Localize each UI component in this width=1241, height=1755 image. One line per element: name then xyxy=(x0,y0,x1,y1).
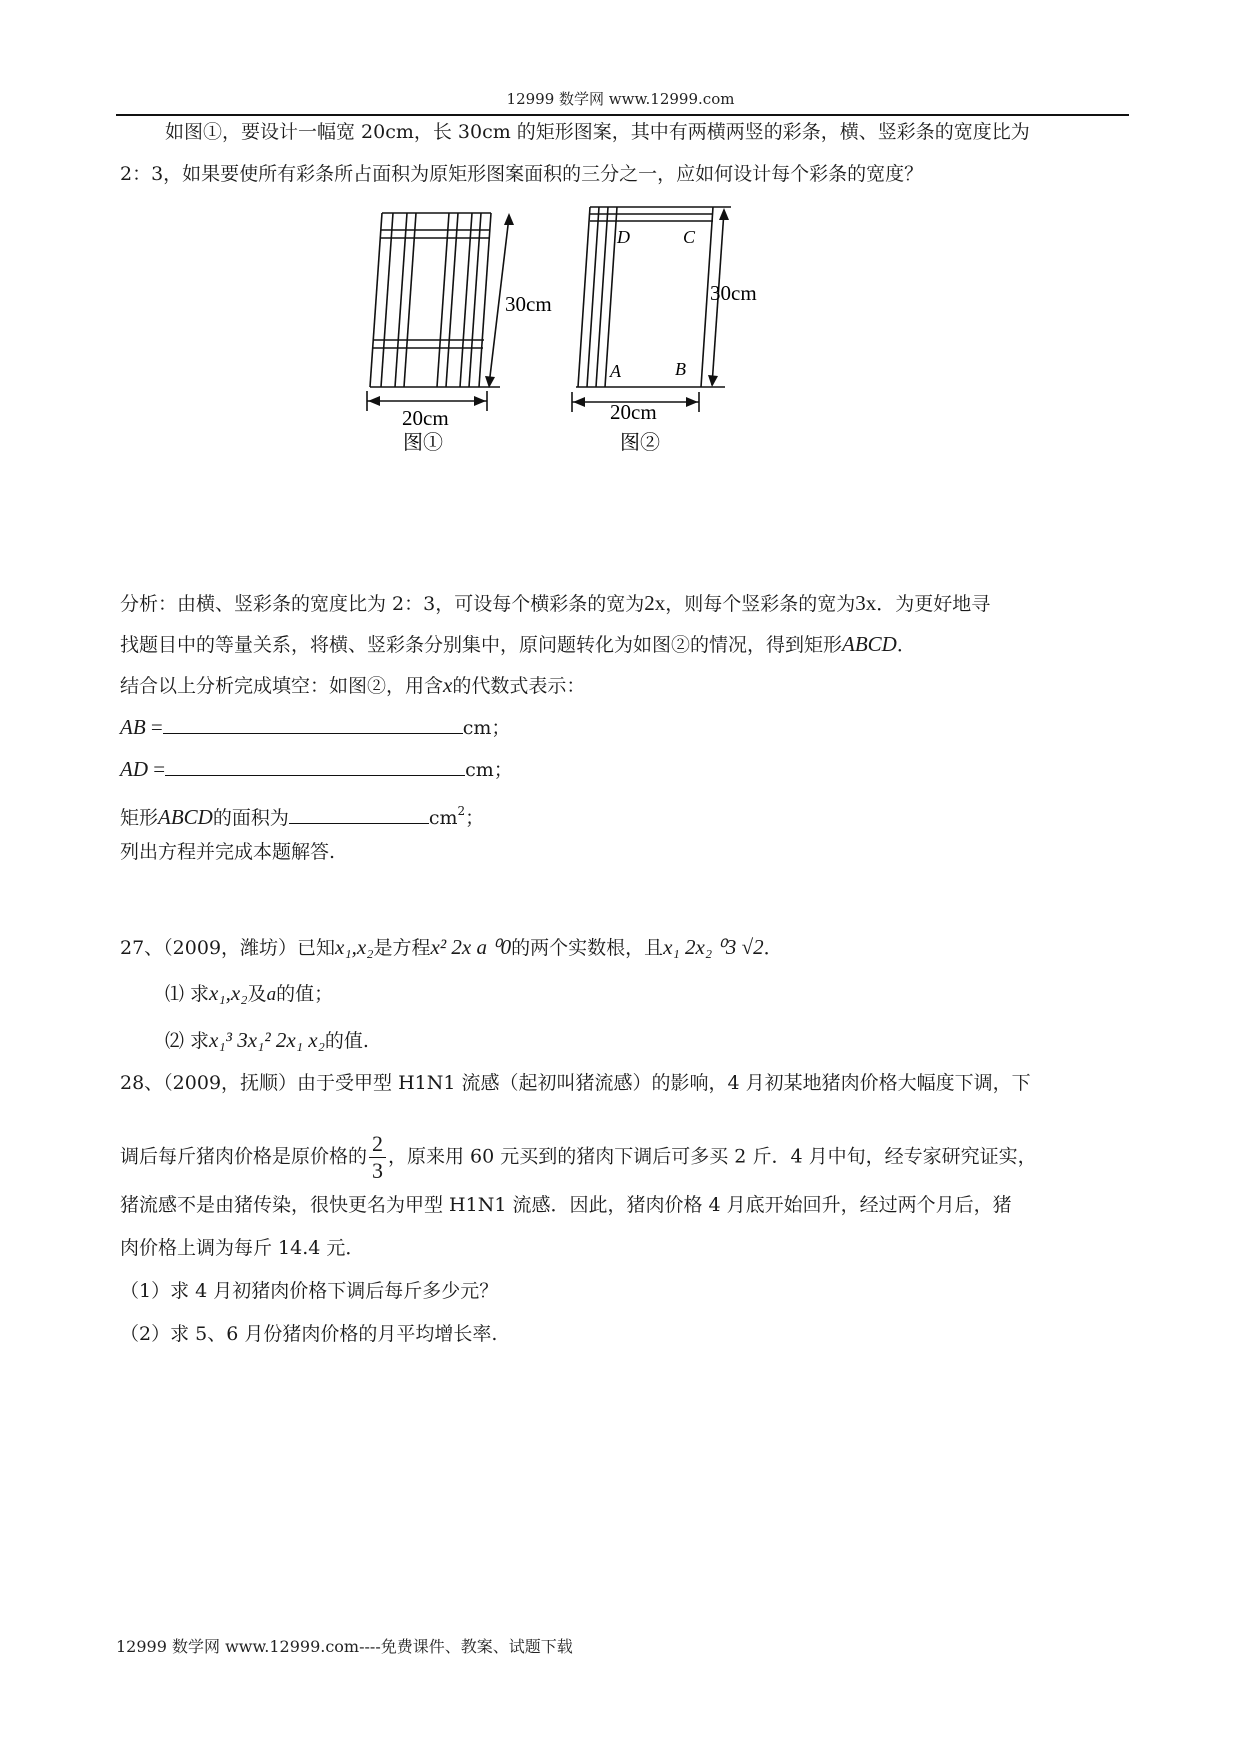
fraction-two-thirds xyxy=(369,1131,386,1184)
problem28-q1: （1）求 4 月初猪肉价格下调后每斤多少元？ xyxy=(120,1280,499,1302)
analysis-last-line: 列出方程并完成本题解答. xyxy=(120,841,336,863)
area-answer-blank[interactable] xyxy=(289,805,429,824)
analysis-text: 找题目中的等量关系，将横、竖彩条分别集中，原问题转化为如图②的情况，得到矩形 xyxy=(120,634,843,656)
problem27-line1 xyxy=(120,935,783,960)
header-rule xyxy=(116,114,1129,116)
analysis-line2 xyxy=(120,632,916,657)
area-unit: cm xyxy=(428,807,458,829)
fig2-vertex-d: D xyxy=(617,227,630,247)
p27-q2-text: ⑵ 求 xyxy=(165,1030,210,1052)
problem26-line1: 如图①，要设计一幅宽 20cm，长 30cm 的矩形图案，其中有两横两竖的彩条，横、竖彩条的宽度比为 xyxy=(165,121,1030,143)
page-header: 12999 数学网 www.12999.com xyxy=(506,90,735,108)
fraction-denominator: 3 xyxy=(372,1158,384,1183)
figure-1-arrowheads xyxy=(368,213,514,406)
math-x1x2: x₁,x₂ xyxy=(209,981,248,1005)
fig1-caption: 图① xyxy=(403,432,443,454)
analysis-text: ．为更好地寻 xyxy=(876,593,991,615)
ab-answer-blank[interactable] xyxy=(163,715,463,734)
figures xyxy=(0,195,1241,495)
area-text: 矩形 xyxy=(120,807,159,829)
ad-unit: cm； xyxy=(465,759,513,781)
fig2-arrow-up xyxy=(719,208,729,220)
math-a: a xyxy=(266,984,277,1005)
fig2-width-label: 20cm xyxy=(610,400,657,424)
p28-text: ，原来用 60 元买到的猪肉下调后可多买 2 斤．4 月中旬，经专家研究证实， xyxy=(388,1145,1037,1168)
fig2-arrow-right xyxy=(686,397,698,407)
fig2-arrow-left xyxy=(573,397,585,407)
analysis-line1 xyxy=(120,591,990,616)
fig2-arrow-down xyxy=(708,375,718,387)
problem28-q2: （2）求 5、6 月份猪肉价格的月平均增长率. xyxy=(120,1323,498,1345)
area-text: 的面积为 xyxy=(212,807,289,829)
analysis-text: 的代数式表示： xyxy=(452,675,586,697)
fraction-numerator: 2 xyxy=(369,1131,386,1158)
p27-q2-text: 的值. xyxy=(324,1030,369,1052)
problem26-line2: 2：3，如果要使所有彩条所占面积为原矩形图案面积的三分之一，应如何设计每个彩条的宽度？ xyxy=(120,163,924,185)
problem28-line4: 肉价格上调为每斤 14.4 元． xyxy=(120,1237,365,1259)
ab-fill-line xyxy=(120,715,510,740)
analysis-text: 分析：由横、竖彩条的宽度比为 2：3，可设每个横彩条的宽为 xyxy=(120,593,645,615)
fig1-arrow-left xyxy=(368,396,380,406)
p27-q1-text: 的值； xyxy=(276,983,334,1005)
ab-label: AB xyxy=(120,715,146,739)
math-expression: x₁³ 3x₁² 2x₁ x₂ xyxy=(209,1028,325,1052)
math-2x: 2x xyxy=(644,591,666,615)
p27-text: 是方程 xyxy=(373,937,431,959)
math-condition: x₁ 2x₂ ⁰3 √2 xyxy=(663,935,764,959)
analysis-text: ． xyxy=(896,634,916,656)
problem28-line2 xyxy=(120,1131,1037,1184)
math-3x: 3x xyxy=(855,591,877,615)
p27-q1-text: ⑴ 求 xyxy=(165,983,210,1005)
fig1-arrow-up xyxy=(504,213,514,225)
math-x1x2: x₁,x₂ xyxy=(335,935,374,959)
ad-label: AD xyxy=(120,757,148,781)
figure-2 xyxy=(572,207,731,412)
fig2-height-label: 30cm xyxy=(710,281,757,305)
math-abcd: ABCD xyxy=(158,805,213,829)
math-abcd: ABCD xyxy=(842,632,897,656)
fig1-width-label: 20cm xyxy=(402,406,449,430)
p27-text: ． xyxy=(763,937,783,959)
analysis-line3 xyxy=(120,673,585,698)
ab-unit: cm； xyxy=(462,717,511,739)
analysis-text: 结合以上分析完成填空：如图②，用含 xyxy=(120,675,444,697)
problem27-q2 xyxy=(165,1028,369,1053)
fig2-caption: 图② xyxy=(620,432,660,454)
math-x: x xyxy=(443,673,453,697)
p27-text: 的两个实数根，且 xyxy=(511,937,664,959)
fig2-vertex-a: A xyxy=(610,361,621,381)
fig1-height-label: 30cm xyxy=(505,292,552,316)
ad-equals: = xyxy=(148,757,166,781)
page-footer: 12999 数学网 www.12999.com----免费课件、教案、试题下载 xyxy=(116,1637,573,1656)
area-unit-superscript: 2 xyxy=(457,804,466,818)
ad-answer-blank[interactable] xyxy=(165,757,465,776)
p27-q1-text: 及 xyxy=(247,983,267,1005)
problem28-line1: 28、（2009，抚顺）由于受甲型 H1N1 流感（起初叫猪流感）的影响，4 月初某地猪肉价格大幅度下调，下 xyxy=(120,1072,1031,1094)
math-equation: x² 2x a ⁰0 xyxy=(430,935,512,959)
fig2-vertex-b: B xyxy=(675,359,686,379)
fig2-vertex-c: C xyxy=(683,227,696,247)
area-fill-line xyxy=(120,799,484,830)
ad-fill-line xyxy=(120,757,513,782)
p27-text: 27、（2009，潍坊）已知 xyxy=(120,937,336,959)
p28-text: 调后每斤猪肉价格是原价格的 xyxy=(120,1145,368,1168)
analysis-text: ，则每个竖彩条的宽为 xyxy=(665,593,856,615)
ab-equals: = xyxy=(145,715,163,739)
fig1-arrow-right xyxy=(474,396,486,406)
problem28-line3: 猪流感不是由猪传染，很快更名为甲型 H1N1 流感．因此，猪肉价格 4 月底开始回升，经过两个月后，猪 xyxy=(120,1194,1012,1216)
area-end: ； xyxy=(465,807,485,829)
problem27-q1 xyxy=(165,981,333,1007)
